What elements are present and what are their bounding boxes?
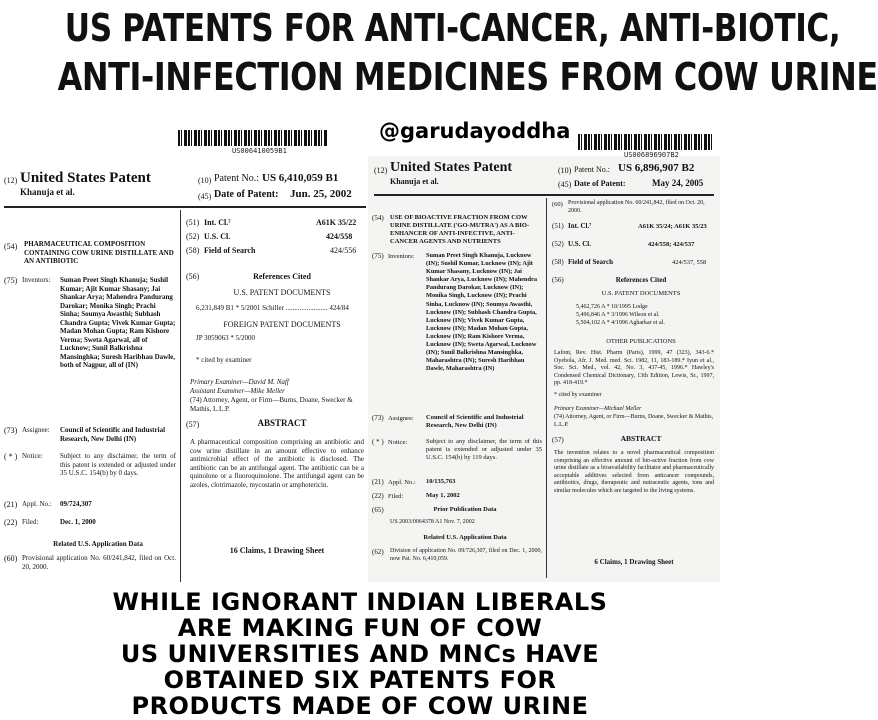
abstract-heading-right: ABSTRACT (620, 434, 662, 443)
field-value-right: 424/537, 558 (672, 259, 707, 266)
abstract-text: A pharmaceutical composition comprising an antibiotic and cow urine distillate in an amount effective to enhance antimicrobial effect of the antibiotic is disclosed. The antibiotic can be an antifungal agent. The antibiotic can be a quinolone or a fluoroquinolone. The antifungal agent can be azoles, clotrimazole, mycostatin or amphotericin. (190, 438, 364, 489)
patent-no-code: (10) (198, 176, 212, 185)
field-code: (58) (186, 246, 200, 255)
inventors-label: Inventors: (22, 276, 51, 284)
filed-label: Filed: (22, 518, 39, 526)
patent-document-right (368, 151, 720, 582)
us-doc-row-3: 5,504,102 A * 4/1996 Agharkar et al. (576, 320, 665, 326)
notice-code: ( * ) (4, 452, 18, 461)
claims-line-right: 6 Claims, 1 Drawing Sheet (594, 558, 674, 566)
us-docs-heading-right: U.S. PATENT DOCUMENTS (601, 290, 681, 297)
primary-examiner-right: Primary Examiner—Michael Meller (554, 406, 642, 412)
refs-heading: References Cited (253, 272, 311, 281)
provisional-code-right: (60) (552, 201, 563, 208)
cited-by-examiner: * cited by examiner (196, 356, 252, 364)
prior-text-right: US 2003/0064378 A1 Nov. 7, 2002 (390, 519, 475, 525)
patent-date-right: May 24, 2005 (652, 178, 704, 188)
uscl-value: 424/558 (326, 232, 353, 241)
headline-line-1: US PATENTS FOR ANTI-CANCER, ANTI-BIOTIC, (64, 6, 841, 50)
intcl-value-right: A61K 35/24; A61K 35/23 (638, 223, 707, 230)
date-code-right: (45) (558, 180, 572, 189)
appl-no: 09/724,307 (60, 500, 92, 508)
uscl-code-right: (52) (552, 240, 564, 248)
barcode-number-right: US006896907B2 (624, 151, 679, 159)
other-pubs-heading: OTHER PUBLICATIONS (606, 338, 676, 345)
column-divider-right (546, 198, 547, 578)
patent-no-right: US 6,896,907 B2 (618, 162, 695, 174)
intcl-value: A61K 35/22 (316, 218, 357, 227)
appl-label-right: Appl. No.: (388, 479, 416, 486)
invention-title-right: USE OF BIOACTIVE FRACTION FROM COW URINE DISTILLATE ('GO-MUTRA') AS A BIO-ENHANCER OF ANTI-INFECTIVE, ANTI-CANCER AGENTS AND NUTRIENTS (390, 214, 530, 245)
appl-label: Appl. No.: (22, 500, 52, 508)
uscl-value-right: 424/558; 424/537 (648, 241, 695, 248)
us-doc-row: 6,231,849 B1 * 5/2001 Schiller ........................ 424/84 (196, 304, 349, 312)
barcode-right (578, 134, 712, 150)
intcl-code: (51) (186, 218, 200, 227)
inventors-code-right: (75) (372, 252, 384, 260)
inventors-code: (75) (4, 276, 18, 285)
uscl-label-right: U.S. Cl. (568, 240, 591, 248)
provisional-code: (60) (4, 554, 18, 563)
assignee-code: (73) (4, 426, 18, 435)
related-heading: Related U.S. Application Data (53, 540, 143, 548)
assignee-label: Assignee: (22, 426, 50, 434)
date-label-right: Date of Patent: (574, 179, 626, 188)
field-value: 424/556 (330, 246, 357, 255)
caption-line-4: OBTAINED SIX PATENTS FOR (163, 666, 557, 694)
column-divider (180, 210, 181, 582)
assistant-examiner: Assistant Examiner—Mike Meller (190, 387, 285, 395)
filed-label-right: Filed: (388, 493, 404, 500)
inventors-list-right: Suman Preet Singh Khanuja, Lucknow (IN); Sushil Kumar, Lucknow (IN); Ajit Kumar Shasany, Lucknow (IN); Jai Shankar Arya, Lucknow (IN); Mahendra Pandurang Darokar, Lucknow (IN); Monika Singh, Lucknow (IN); Prachi Sinha, Lucknow (IN); Soumya Awasthi, Lucknow (IN); Subhash Chandra Gupta, Lucknow (IN); Vivek Kumar Gupta, Lucknow (IN); Madan Mohan Gupta, Lucknow (IN); Ram Kishore Verma, Lucknow (IN); Sweta Agarwal, Lucknow (IN); Sunil Balkrishna Mansinghka, Maharashtra (IN); Suresh Haribhau Dawle, Maharashtra (IN) (426, 252, 537, 373)
country-code-right: (12) (374, 166, 388, 175)
attorney-right: (74) Attorney, Agent, or Firm—Burns, Doane, Swecker & Mathis, L.L.P. (554, 414, 714, 428)
notice-text: Subject to any disclaimer, the term of this patent is extended or adjusted under 35 U.S.C. 154(b) by 0 days. (60, 452, 176, 477)
notice-text-right: Subject to any disclaimer, the term of this patent is extended or adjusted under 35 U.S.C. 154(b) by 119 days. (426, 438, 542, 461)
prior-heading-right: Prior Publication Data (433, 506, 497, 513)
abstract-code: (57) (186, 420, 200, 429)
division-code-right: (62) (372, 548, 384, 556)
bottom-caption (0, 588, 720, 720)
barcode-number-left: US006410059B1 (232, 147, 287, 155)
provisional-text-right: Provisional application No. 60/241,842, filed on Oct. 20, 2000. (568, 200, 705, 214)
refs-heading-right: References Cited (615, 276, 667, 284)
intcl-label-right: Int. Cl.⁷ (568, 222, 592, 230)
filed-code-right: (22) (372, 492, 384, 500)
social-handle: @garudayoddha (375, 119, 574, 143)
notice-label: Notice: (22, 452, 43, 460)
headline-line-2: ANTI-INFECTION MEDICINES FROM COW URINE (57, 55, 878, 99)
caption-line-3: US UNIVERSITIES AND MNCs HAVE (120, 640, 600, 668)
title-code-right: (54) (372, 214, 384, 222)
title-code: (54) (4, 242, 18, 251)
related-heading-right: Related U.S. Application Data (423, 534, 507, 541)
country-code: (12) (4, 176, 18, 185)
filed-date-right: May 1, 2002 (426, 492, 460, 499)
foreign-row: JP 3059063 * 5/2000 (196, 334, 256, 342)
other-pubs-text: Lafont, Rev. Hist. Pharm (Paris), 1999, 47 (323), 343-6.* Oyebola, Afr. J. Med. med. Sci. 1982, 11, 183-189.* Iyun et al., Soc. Sci. Med., vol. 42, No. 3, 437-45, 1996.* Hawley's Condensed Chemical Dictionary, 13th Edition, Lewis, Sr., 1997, pp. 418-419.* (554, 350, 714, 386)
abstract-heading: ABSTRACT (257, 418, 307, 428)
inventor-short: Khanuja et al. (20, 187, 75, 197)
patent-heading-right: United States Patent (390, 160, 513, 175)
assignee-right: Council of Scientific and Industrial Research, New Delhi (IN) (426, 414, 524, 429)
header-rule (4, 206, 366, 208)
abstract-code-right: (57) (552, 436, 564, 444)
patent-no-label: Patent No.: (214, 173, 259, 184)
appl-no-right: 10/135,763 (426, 478, 456, 485)
patent-no-code-right: (10) (558, 166, 572, 175)
caption-line-1: WHILE IGNORANT INDIAN LIBERALS (112, 588, 608, 616)
patent-heading: United States Patent (20, 170, 151, 186)
date-code: (45) (198, 192, 212, 201)
refs-code-right: (56) (552, 276, 564, 284)
filed-code: (22) (4, 518, 18, 527)
assignee-code-right: (73) (372, 414, 384, 422)
filed-date: Dec. 1, 2000 (60, 518, 96, 526)
notice-code-right: ( * ) (372, 438, 384, 446)
patent-no: US 6,410,059 B1 (262, 172, 339, 184)
assignee-label-right: Assignee: (388, 415, 414, 422)
us-doc-row-1: 5,462,726 A * 10/1995 Lodge (576, 304, 648, 310)
primary-examiner: Primary Examiner—David M. Naff (190, 378, 289, 386)
cited-by-examiner-right: * cited by examiner (554, 392, 602, 398)
field-code-right: (58) (552, 258, 564, 266)
prior-code-right: (65) (372, 506, 384, 514)
us-docs-heading: U.S. PATENT DOCUMENTS (233, 288, 331, 297)
appl-code-right: (21) (372, 478, 384, 486)
caption-line-5: PRODUCTS MADE OF COW URINE (131, 692, 589, 720)
invention-title: PHARMACEUTICAL COMPOSITION CONTAINING COW URINE DISTILLATE AND AN ANTIBIOTIC (24, 240, 174, 265)
assignee: Council of Scientific and Industrial Research, New Delhi (IN) (60, 426, 166, 443)
patent-date: Jun. 25, 2002 (290, 188, 352, 200)
attorney: (74) Attorney, Agent, or Firm—Burns, Doane, Swecker & Mathis, L.L.P. (190, 396, 353, 413)
header-rule-right (374, 194, 714, 196)
patent-no-label-right: Patent No.: (574, 165, 610, 174)
notice-label-right: Notice: (388, 439, 408, 446)
division-text-right: Division of application No. 09/726,307, filed on Dec. 1, 2000, now Pat. No. 6,410,059. (390, 548, 542, 562)
patent-document-left (0, 126, 370, 584)
abstract-text-right: The invention relates to a novel pharmaceutical composition comprising an effective amount of bio-active fraction from cow urine distillate as a bioavailability facilitator and pharmaceutically acceptable additives selected from anticancer compounds, antibiotics, drugs, therapeutic and nutraceutic agents, ions and similar molecules which are targeted to the living systems. (554, 450, 714, 494)
inventors-list: Suman Preet Singh Khanuja; Sushil Kumar; Ajit Kumar Shasany; Jai Shankar Arya; Mahendra Pandurang Darokar; Monika Singh; Prachi Sinha; Soumya Awasthi; Subhash Chandra Gupta; Vivek Kumar Gupta; Madan Mohan Gupta; Ram Kishore Verma; Sweta Agarwal, all of Lucknow; Sunil Balkrishna Mansinghka; Suresh Haribhau Dawle, both of Nagpur, all of (IN) (60, 276, 176, 369)
inventor-short-right: Khanuja et al. (390, 177, 439, 186)
uscl-code: (52) (186, 232, 200, 241)
date-label: Date of Patent: (214, 189, 279, 200)
field-label-right: Field of Search (568, 258, 613, 266)
barcode-left (178, 130, 328, 146)
intcl-label: Int. Cl.⁷ (204, 218, 231, 227)
appl-code: (21) (4, 500, 18, 509)
provisional-text: Provisional application No. 60/241,842, filed on Oct. 20, 2000. (22, 554, 176, 571)
intcl-code-right: (51) (552, 222, 564, 230)
us-doc-row-2: 5,496,846 A * 3/1996 Wilson et al. (576, 312, 660, 318)
claims-line: 16 Claims, 1 Drawing Sheet (229, 546, 325, 555)
caption-line-2: ARE MAKING FUN OF COW (177, 614, 543, 642)
field-label: Field of Search (204, 246, 256, 255)
uscl-label: U.S. Cl. (204, 232, 231, 241)
foreign-heading: FOREIGN PATENT DOCUMENTS (223, 320, 341, 329)
inventors-label-right: Inventors: (388, 253, 415, 260)
refs-code: (56) (186, 272, 200, 281)
